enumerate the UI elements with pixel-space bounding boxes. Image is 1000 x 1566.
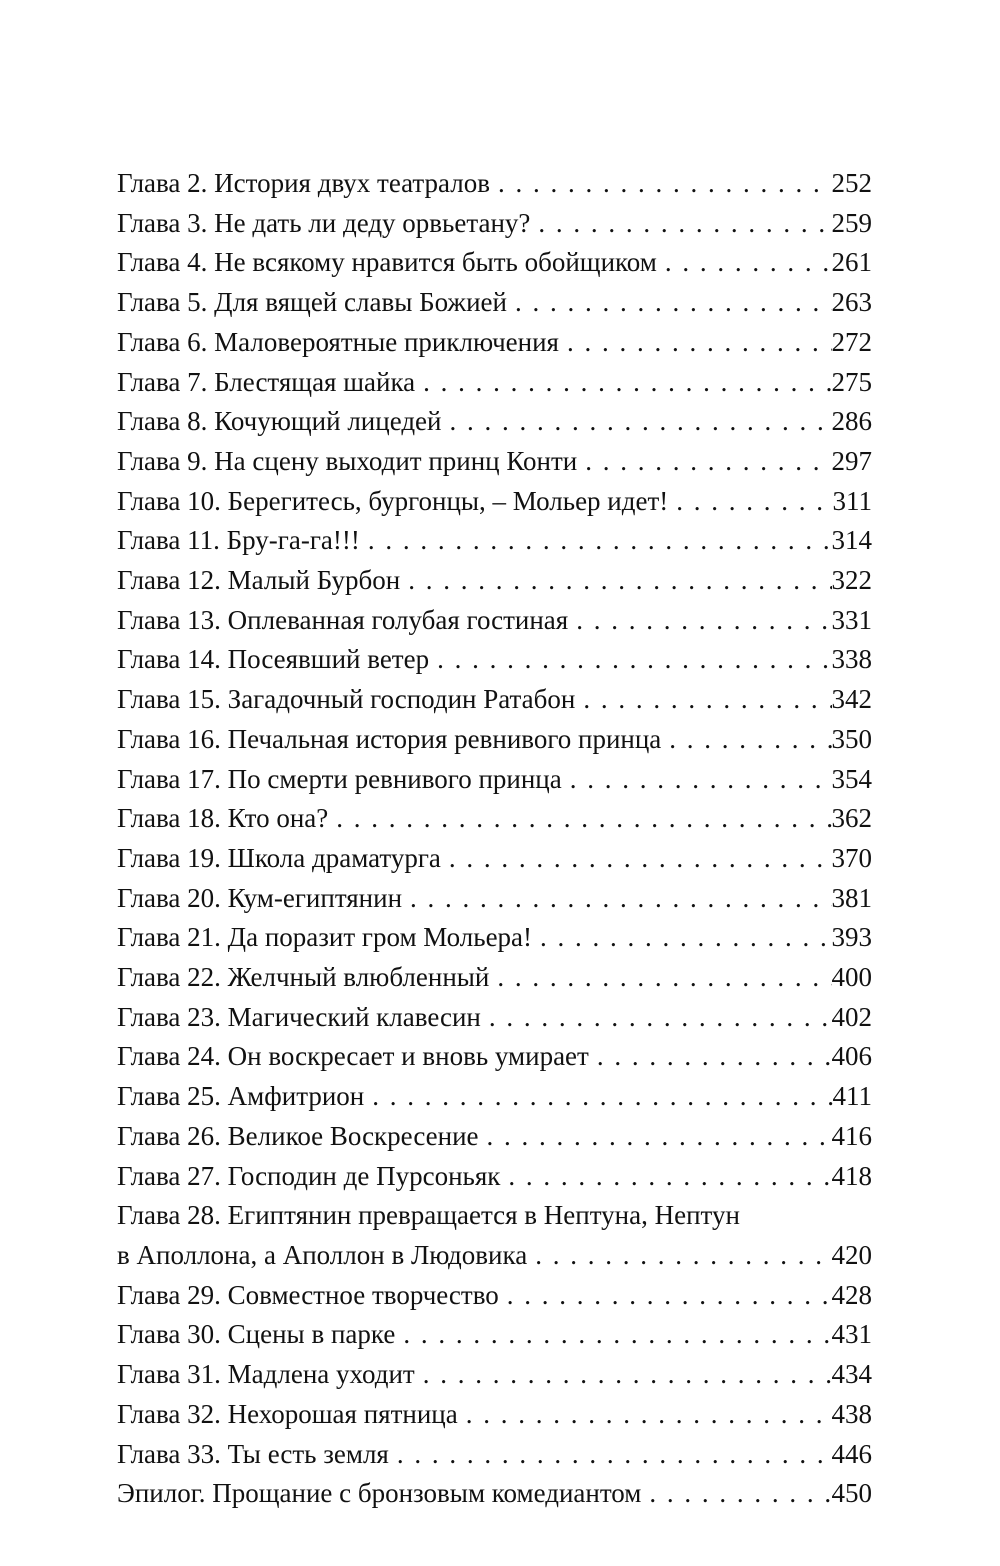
toc-entry-page-number: 322 bbox=[831, 565, 872, 596]
toc-entry-title: Глава 19. Школа драматурга bbox=[117, 842, 441, 873]
toc-entry-page-number: 259 bbox=[831, 207, 872, 238]
toc-entry-page-number: 338 bbox=[831, 644, 872, 675]
toc-entry-page-number: 400 bbox=[831, 962, 872, 993]
toc-entry-title: Глава 13. Оплеванная голубая гостиная bbox=[117, 604, 569, 635]
dot-leader bbox=[499, 1276, 832, 1316]
toc-entry-page-number: 314 bbox=[831, 525, 872, 556]
toc-entry[interactable] bbox=[117, 1117, 872, 1157]
toc-entry-title: Глава 28. Египтянин превращается в Нептуна, Нептун bbox=[117, 1200, 740, 1231]
toc-entry[interactable] bbox=[117, 283, 872, 323]
toc-entry[interactable] bbox=[117, 1435, 872, 1475]
toc-entry-page-number: 406 bbox=[831, 1041, 872, 1072]
dot-leader bbox=[562, 760, 832, 800]
toc-entry-page-number: 431 bbox=[831, 1319, 872, 1350]
toc-entry[interactable] bbox=[117, 839, 872, 879]
toc-entry-title: Глава 5. Для вящей славы Божией bbox=[117, 287, 507, 318]
toc-entry-title: Глава 33. Ты есть земля bbox=[117, 1438, 389, 1469]
toc-entry-title: Глава 15. Загадочный господин Ратабон bbox=[117, 684, 576, 715]
toc-entry[interactable] bbox=[117, 323, 872, 363]
toc-entry-title: Глава 2. История двух театралов bbox=[117, 168, 490, 198]
toc-entry-page-number: 297 bbox=[831, 445, 872, 476]
toc-entry[interactable] bbox=[117, 1355, 872, 1395]
dot-leader bbox=[364, 1077, 832, 1117]
dot-leader bbox=[641, 1474, 831, 1514]
toc-entry-page-number: 411 bbox=[832, 1081, 872, 1112]
dot-leader bbox=[395, 1315, 831, 1355]
toc-entry-page-number: 263 bbox=[831, 287, 872, 318]
dot-leader bbox=[532, 918, 831, 958]
dot-leader bbox=[489, 958, 831, 998]
toc-entry-page-number: 370 bbox=[831, 842, 872, 873]
toc-entry-title: Глава 14. Посеявший ветер bbox=[117, 644, 430, 675]
table-of-contents bbox=[117, 164, 872, 1514]
toc-entry[interactable] bbox=[117, 1077, 872, 1117]
toc-entry-page-number: 446 bbox=[831, 1438, 872, 1469]
toc-entry-page-number: 331 bbox=[831, 604, 872, 635]
toc-entry-page-number: 311 bbox=[832, 485, 872, 516]
toc-entry[interactable] bbox=[117, 1037, 872, 1077]
toc-entry[interactable] bbox=[117, 998, 872, 1038]
toc-entry-title: Глава 24. Он воскресает и вновь умирает bbox=[117, 1041, 589, 1072]
toc-entry-title: Глава 26. Великое Воскресение bbox=[117, 1120, 479, 1151]
toc-entry-title: Глава 27. Господин де Пурсоньяк bbox=[117, 1160, 501, 1191]
toc-entry[interactable] bbox=[117, 442, 872, 482]
toc-entry[interactable] bbox=[117, 243, 872, 283]
toc-entry-page-number: 354 bbox=[831, 763, 872, 794]
toc-entry-title: Глава 16. Печальная история ревнивого принца bbox=[117, 723, 662, 754]
toc-entry-page-number: 350 bbox=[831, 723, 872, 754]
toc-entry[interactable] bbox=[117, 760, 872, 800]
toc-entry[interactable] bbox=[117, 680, 872, 720]
toc-entry[interactable] bbox=[117, 482, 872, 522]
dot-leader bbox=[490, 164, 832, 204]
toc-entry[interactable] bbox=[117, 799, 872, 839]
dot-leader bbox=[458, 1395, 832, 1435]
dot-leader bbox=[415, 363, 831, 403]
toc-entry-page-number: 434 bbox=[831, 1359, 872, 1390]
toc-entry-title: Эпилог. Прощание с бронзовым комедиантом bbox=[117, 1478, 642, 1509]
toc-entry-page-number: 275 bbox=[831, 366, 872, 397]
dot-leader bbox=[661, 720, 831, 760]
toc-entry-title: Глава 20. Кум-египтянин bbox=[117, 882, 403, 913]
toc-entry-title: Глава 6. Маловероятные приключения bbox=[117, 326, 559, 357]
toc-entry-page-number: 450 bbox=[831, 1478, 872, 1509]
dot-leader bbox=[442, 402, 832, 442]
dot-leader bbox=[481, 998, 832, 1038]
toc-entry[interactable] bbox=[117, 164, 872, 204]
toc-entry-title: Глава 8. Кочующий лицедей bbox=[117, 406, 442, 437]
toc-entry[interactable] bbox=[117, 879, 872, 919]
toc-entry-title: Глава 3. Не дать ли деду орвьетану? bbox=[117, 207, 531, 238]
toc-entry[interactable] bbox=[117, 918, 872, 958]
toc-entry-page-number: 286 bbox=[831, 406, 872, 437]
dot-leader bbox=[568, 601, 831, 641]
dot-leader bbox=[400, 561, 831, 601]
toc-entry-title: Глава 21. Да поразит гром Мольера! bbox=[117, 922, 533, 953]
toc-entry[interactable] bbox=[117, 958, 872, 998]
toc-entry[interactable] bbox=[117, 1395, 872, 1435]
dot-leader bbox=[441, 839, 832, 879]
dot-leader bbox=[415, 1355, 832, 1395]
toc-entry[interactable] bbox=[117, 1157, 872, 1197]
toc-entry-title: Глава 32. Нехорошая пятница bbox=[117, 1398, 458, 1429]
toc-entry[interactable] bbox=[117, 640, 872, 680]
toc-entry[interactable] bbox=[117, 601, 872, 641]
dot-leader bbox=[657, 243, 832, 283]
dot-leader bbox=[429, 640, 831, 680]
toc-entry[interactable] bbox=[117, 363, 872, 403]
toc-entry-page-number: 438 bbox=[831, 1398, 872, 1429]
toc-entry-title: Глава 23. Магический клавесин bbox=[117, 1001, 481, 1032]
toc-entry-title: Глава 18. Кто она? bbox=[117, 803, 329, 834]
toc-entry[interactable] bbox=[117, 521, 872, 561]
toc-entry-page-number: 402 bbox=[831, 1001, 872, 1032]
toc-entry-page-number: 362 bbox=[831, 803, 872, 834]
dot-leader bbox=[530, 204, 831, 244]
toc-entry-title: Глава 7. Блестящая шайка bbox=[117, 366, 416, 397]
toc-entry[interactable] bbox=[117, 1196, 872, 1275]
dot-leader bbox=[389, 1435, 832, 1475]
dot-leader bbox=[479, 1117, 832, 1157]
toc-entry-page-number: 418 bbox=[831, 1160, 872, 1191]
toc-entry-page-number: 420 bbox=[831, 1239, 872, 1270]
toc-entry-page-number: 252 bbox=[831, 168, 872, 198]
toc-entry-title: Глава 17. По смерти ревнивого принца bbox=[117, 763, 562, 794]
dot-leader bbox=[507, 283, 832, 323]
toc-entry-page-number: 381 bbox=[831, 882, 872, 913]
toc-entry-page-number: 428 bbox=[831, 1279, 872, 1310]
toc-entry-page-number: 342 bbox=[831, 684, 872, 715]
toc-entry-title: Глава 10. Берегитесь, бургонцы, – Мольер идет! bbox=[117, 485, 669, 516]
dot-leader bbox=[575, 680, 831, 720]
toc-entry[interactable] bbox=[117, 204, 872, 244]
dot-leader bbox=[360, 521, 832, 561]
toc-entry[interactable] bbox=[117, 402, 872, 442]
toc-entry[interactable] bbox=[117, 1276, 872, 1316]
toc-entry-title: Глава 22. Желчный влюбленный bbox=[117, 962, 490, 993]
toc-entry-title: Глава 12. Малый Бурбон bbox=[117, 565, 401, 596]
dot-leader bbox=[328, 799, 831, 839]
dot-leader bbox=[577, 442, 831, 482]
toc-entry[interactable] bbox=[117, 1315, 872, 1355]
dot-leader bbox=[527, 1236, 831, 1276]
toc-entry[interactable] bbox=[117, 1474, 872, 1514]
toc-entry-title: Глава 4. Не всякому нравится быть обойщиком bbox=[117, 247, 657, 278]
toc-entry-title: Глава 11. Бру-га-га!!! bbox=[117, 525, 360, 556]
toc-entry-title-continued: в Аполлона, а Аполлон в Людовика bbox=[117, 1239, 528, 1270]
dot-leader bbox=[500, 1157, 831, 1197]
toc-entry-page-number: 261 bbox=[831, 247, 872, 278]
toc-entry-title: Глава 31. Мадлена уходит bbox=[117, 1359, 415, 1390]
toc-entry-title: Глава 25. Амфитрион bbox=[117, 1081, 365, 1112]
toc-entry-page-number: 393 bbox=[831, 922, 872, 953]
dot-leader bbox=[668, 482, 832, 522]
toc-entry-page-number: 416 bbox=[831, 1120, 872, 1151]
toc-entry-page-number: 272 bbox=[831, 326, 872, 357]
dot-leader bbox=[402, 879, 831, 919]
toc-entry-title: Глава 9. На сцену выходит принц Конти bbox=[117, 445, 578, 476]
toc-entry[interactable] bbox=[117, 561, 872, 601]
toc-entry-title: Глава 29. Совместное творчество bbox=[117, 1279, 499, 1310]
dot-leader bbox=[559, 323, 832, 363]
toc-entry-title: Глава 30. Сцены в парке bbox=[117, 1319, 396, 1350]
toc-entry[interactable] bbox=[117, 720, 872, 760]
dot-leader bbox=[589, 1037, 832, 1077]
